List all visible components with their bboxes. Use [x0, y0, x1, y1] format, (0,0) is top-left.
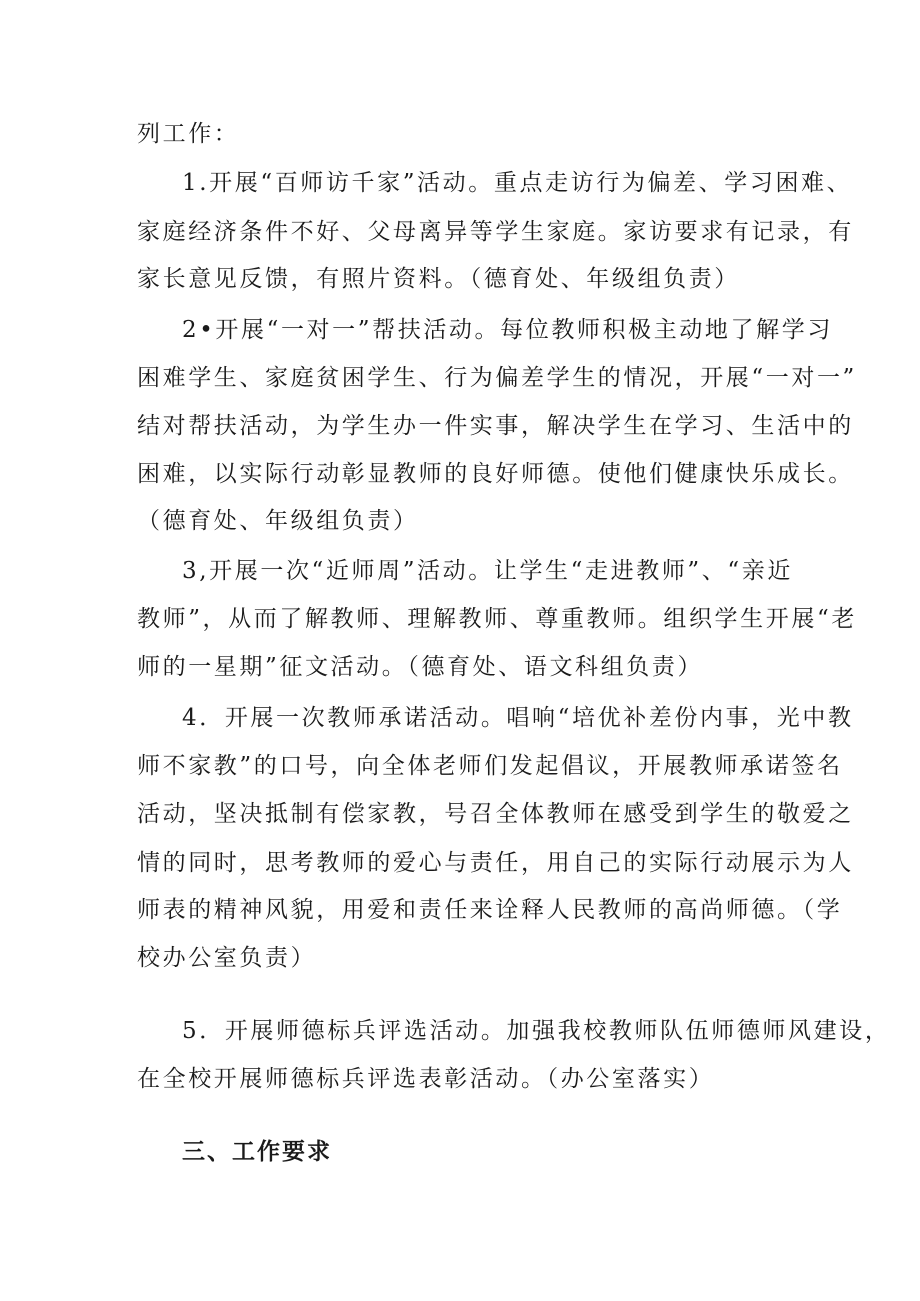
- text-line: 困难，以实际行动彰显教师的良好师德。使他们健康快乐成长。: [137, 461, 854, 487]
- text-line: 列工作：: [137, 121, 240, 147]
- item-1-line: 1.开展“百师访千家”活动。重点走访行为偏差、学习困难、: [182, 170, 853, 196]
- text-line: 师的一星期”征文活动。（德育处、语文科组负责）: [137, 654, 704, 680]
- text-line: 结对帮扶活动，为学生办一件实事，解决学生在学习、生活中的: [137, 413, 854, 439]
- text-line: 教师”，从而了解教师、理解教师、尊重教师。组织学生开展“老: [137, 606, 857, 632]
- section-heading: 三、工作要求: [182, 1139, 332, 1165]
- item-4-line: 4．开展一次教师承诺活动。唱响“培优补差份内事，光中教: [182, 705, 854, 731]
- text-line: 师表的精神风貌，用爱和责任来诠释人民教师的高尚师德。（学: [137, 897, 843, 923]
- text-line: 困难学生、家庭贫困学生、行为偏差学生的情况，开展“一对一”: [137, 365, 857, 391]
- item-5-line: 5．开展师德标兵评选活动。加强我校教师队伍师德师风建设，: [182, 1018, 891, 1044]
- text-line: 在全校开展师德标兵评选表彰活动。（办公室落实）: [137, 1066, 715, 1092]
- text-line: 家庭经济条件不好、父母离异等学生家庭。家访要求有记录，有: [137, 219, 854, 245]
- text-line: 校办公室负责）: [137, 945, 317, 971]
- text-line: 师不家教”的口号，向全体老师们发起倡议，开展教师承诺签名: [137, 753, 843, 779]
- item-2-line: 2•开展“一对一”帮扶活动。每位教师积极主动地了解学习: [182, 317, 833, 343]
- text-line: 家长意见反馈，有照片资料。（德育处、年级组负责）: [137, 266, 740, 292]
- text-line: 情的同时，思考教师的爱心与责任，用自己的实际行动展示为人: [137, 850, 854, 876]
- item-3-line: 3,开展一次“近师周”活动。让学生“走进教师”、“亲近: [182, 558, 793, 584]
- text-line: （德育处、年级组负责）: [137, 508, 419, 534]
- text-line: 活动，坚决抵制有偿家教，号召全体教师在感受到学生的敬爱之: [137, 801, 854, 827]
